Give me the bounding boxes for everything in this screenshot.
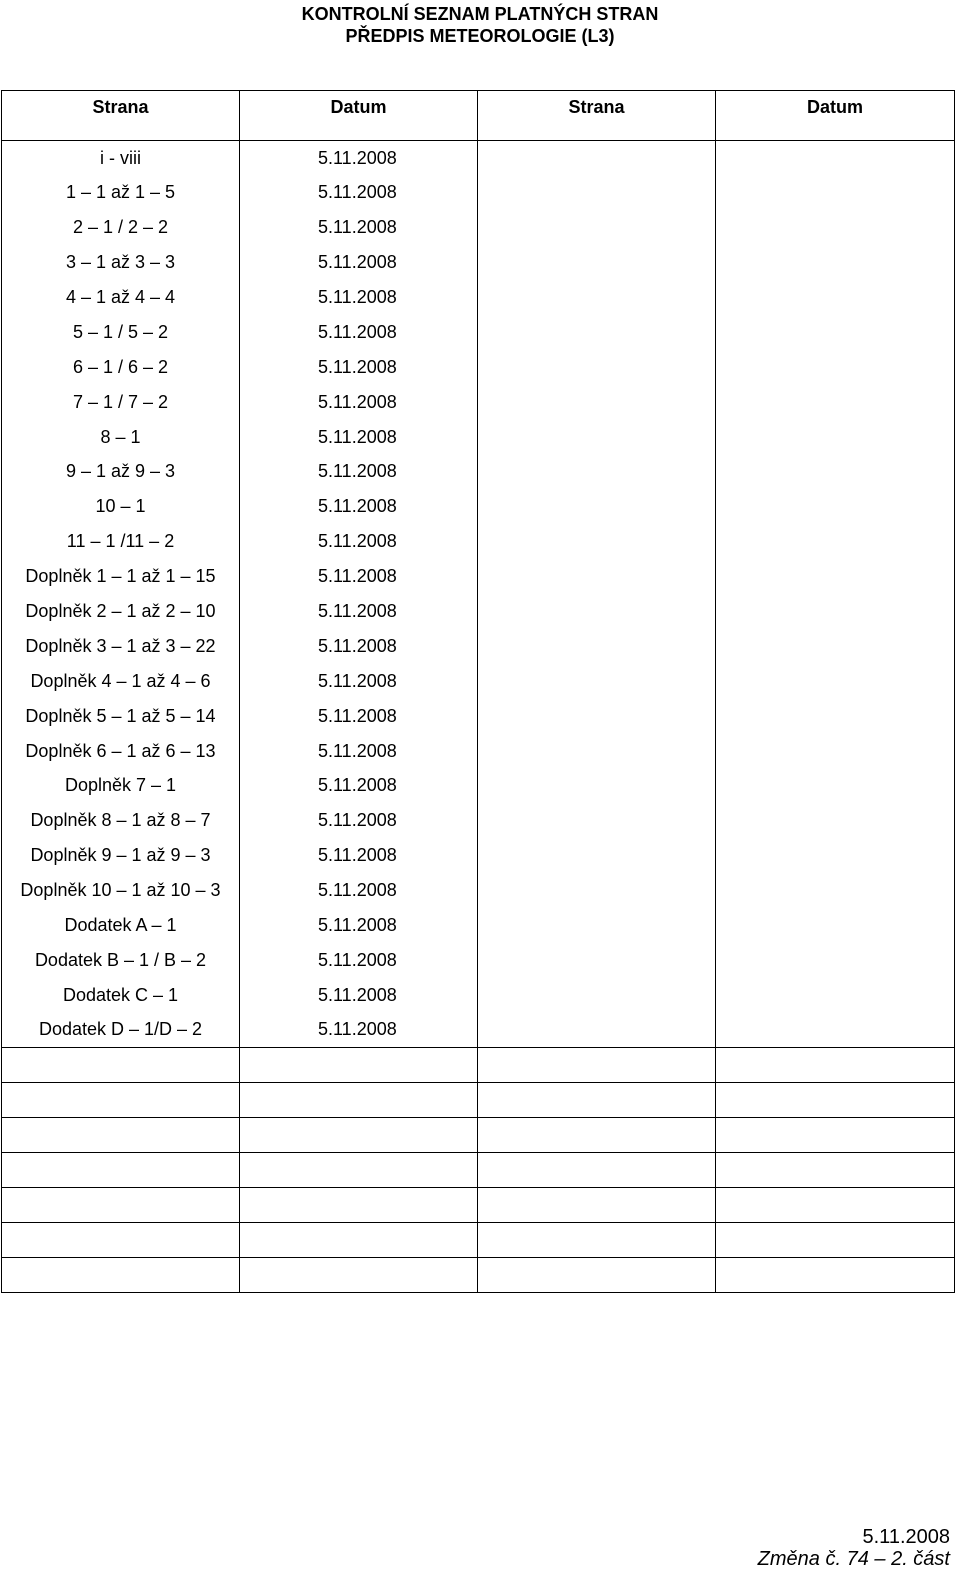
cell-datum: 5.11.2008: [240, 978, 478, 1013]
cell-datum-empty: [716, 769, 955, 804]
cell-strana: i - viii: [2, 141, 240, 176]
cell-strana: Doplněk 10 – 1 až 10 – 3: [2, 873, 240, 908]
cell-datum: 5.11.2008: [240, 315, 478, 350]
cell-strana-empty: [478, 978, 716, 1013]
empty-cell: [478, 1083, 716, 1118]
cell-datum: 5.11.2008: [240, 734, 478, 769]
cell-datum-empty: [716, 1013, 955, 1048]
cell-datum-empty: [716, 385, 955, 420]
cell-datum: 5.11.2008: [240, 873, 478, 908]
cell-strana-empty: [478, 908, 716, 943]
empty-table-row: [2, 1188, 955, 1223]
header-strana-1: Strana: [2, 91, 240, 141]
cell-strana: Doplněk 7 – 1: [2, 769, 240, 804]
cell-strana: 9 – 1 až 9 – 3: [2, 455, 240, 490]
cell-strana-empty: [478, 1013, 716, 1048]
cell-strana-empty: [478, 629, 716, 664]
cell-strana: 6 – 1 / 6 – 2: [2, 350, 240, 385]
empty-cell: [2, 1258, 240, 1293]
cell-datum-empty: [716, 734, 955, 769]
cell-strana: Dodatek C – 1: [2, 978, 240, 1013]
empty-cell: [2, 1118, 240, 1153]
empty-cell: [478, 1048, 716, 1083]
table-row: [2, 385, 955, 420]
cell-datum-empty: [716, 559, 955, 594]
table-row: [2, 350, 955, 385]
table-row: [2, 594, 955, 629]
table-row: [2, 455, 955, 490]
cell-datum-empty: [716, 838, 955, 873]
table-row: [2, 420, 955, 455]
cell-datum: 5.11.2008: [240, 210, 478, 245]
cell-datum: 5.11.2008: [240, 629, 478, 664]
cell-strana-empty: [478, 524, 716, 559]
empty-table-row: [2, 1048, 955, 1083]
cell-datum: 5.11.2008: [240, 664, 478, 699]
table-row: [2, 838, 955, 873]
cell-strana-empty: [478, 594, 716, 629]
cell-strana-empty: [478, 803, 716, 838]
cell-strana: Doplněk 9 – 1 až 9 – 3: [2, 838, 240, 873]
header-datum-1: Datum: [240, 91, 478, 141]
empty-cell: [716, 1083, 955, 1118]
cell-strana-empty: [478, 420, 716, 455]
cell-datum-empty: [716, 803, 955, 838]
empty-cell: [478, 1118, 716, 1153]
table-row: [2, 210, 955, 245]
cell-strana-empty: [478, 664, 716, 699]
table-row: [2, 664, 955, 699]
cell-strana: Doplněk 1 – 1 až 1 – 15: [2, 559, 240, 594]
cell-datum-empty: [716, 908, 955, 943]
cell-strana-empty: [478, 559, 716, 594]
cell-strana-empty: [478, 315, 716, 350]
cell-strana-empty: [478, 210, 716, 245]
table-row: [2, 873, 955, 908]
cell-strana: Doplněk 4 – 1 až 4 – 6: [2, 664, 240, 699]
empty-cell: [2, 1048, 240, 1083]
table-row: [2, 141, 955, 176]
empty-cell: [478, 1258, 716, 1293]
cell-datum-empty: [716, 210, 955, 245]
empty-cell: [2, 1083, 240, 1118]
cell-strana-empty: [478, 943, 716, 978]
cell-strana-empty: [478, 699, 716, 734]
table-row: [2, 315, 955, 350]
cell-datum: 5.11.2008: [240, 385, 478, 420]
valid-pages-table: [1, 90, 955, 1293]
cell-strana-empty: [478, 734, 716, 769]
table-row: [2, 559, 955, 594]
empty-cell: [478, 1153, 716, 1188]
cell-datum-empty: [716, 978, 955, 1013]
table-row: [2, 175, 955, 210]
header-strana-2: Strana: [478, 91, 716, 141]
cell-datum-empty: [716, 873, 955, 908]
cell-strana: 1 – 1 až 1 – 5: [2, 175, 240, 210]
cell-strana: Doplněk 5 – 1 až 5 – 14: [2, 699, 240, 734]
cell-strana: 5 – 1 / 5 – 2: [2, 315, 240, 350]
cell-datum-empty: [716, 455, 955, 490]
cell-datum: 5.11.2008: [240, 420, 478, 455]
cell-strana-empty: [478, 245, 716, 280]
empty-cell: [2, 1188, 240, 1223]
empty-cell: [240, 1118, 478, 1153]
cell-strana: 7 – 1 / 7 – 2: [2, 385, 240, 420]
footer-change-number: Změna č. 74 – 2. část: [757, 1548, 950, 1570]
cell-strana-empty: [478, 873, 716, 908]
cell-strana: 2 – 1 / 2 – 2: [2, 210, 240, 245]
empty-cell: [716, 1153, 955, 1188]
table-row: [2, 943, 955, 978]
empty-table-row: [2, 1153, 955, 1188]
table-row: [2, 803, 955, 838]
cell-datum: 5.11.2008: [240, 141, 478, 176]
cell-datum-empty: [716, 350, 955, 385]
cell-datum: 5.11.2008: [240, 769, 478, 804]
cell-datum-empty: [716, 141, 955, 176]
cell-strana-empty: [478, 385, 716, 420]
table-row: [2, 769, 955, 804]
empty-cell: [240, 1258, 478, 1293]
cell-datum: 5.11.2008: [240, 838, 478, 873]
cell-strana-empty: [478, 350, 716, 385]
cell-datum-empty: [716, 524, 955, 559]
cell-strana: Dodatek A – 1: [2, 908, 240, 943]
table-row: [2, 734, 955, 769]
empty-cell: [2, 1153, 240, 1188]
empty-table-row: [2, 1223, 955, 1258]
table-row: [2, 1013, 955, 1048]
cell-strana: Doplněk 6 – 1 až 6 – 13: [2, 734, 240, 769]
empty-cell: [2, 1223, 240, 1258]
cell-datum: 5.11.2008: [240, 524, 478, 559]
cell-datum-empty: [716, 664, 955, 699]
cell-datum: 5.11.2008: [240, 803, 478, 838]
empty-table-row: [2, 1258, 955, 1293]
empty-table-row: [2, 1083, 955, 1118]
empty-cell: [716, 1258, 955, 1293]
cell-datum-empty: [716, 629, 955, 664]
cell-strana-empty: [478, 489, 716, 524]
footer-date: 5.11.2008: [862, 1526, 950, 1548]
empty-cell: [240, 1188, 478, 1223]
table-row: [2, 280, 955, 315]
cell-strana-empty: [478, 455, 716, 490]
empty-cell: [240, 1223, 478, 1258]
cell-datum-empty: [716, 489, 955, 524]
header-datum-2: Datum: [716, 91, 955, 141]
cell-datum-empty: [716, 315, 955, 350]
cell-strana: 11 – 1 /11 – 2: [2, 524, 240, 559]
cell-datum-empty: [716, 420, 955, 455]
cell-strana: Doplněk 3 – 1 až 3 – 22: [2, 629, 240, 664]
empty-cell: [240, 1083, 478, 1118]
cell-datum: 5.11.2008: [240, 699, 478, 734]
cell-datum: 5.11.2008: [240, 559, 478, 594]
empty-cell: [478, 1188, 716, 1223]
empty-cell: [716, 1188, 955, 1223]
cell-strana-empty: [478, 280, 716, 315]
cell-datum: 5.11.2008: [240, 175, 478, 210]
cell-strana: 10 – 1: [2, 489, 240, 524]
cell-strana-empty: [478, 769, 716, 804]
cell-datum-empty: [716, 175, 955, 210]
cell-datum: 5.11.2008: [240, 350, 478, 385]
cell-strana: 4 – 1 až 4 – 4: [2, 280, 240, 315]
empty-cell: [240, 1153, 478, 1188]
document-title: KONTROLNÍ SEZNAM PLATNÝCH STRAN: [301, 4, 659, 24]
cell-strana-empty: [478, 141, 716, 176]
table-body: [2, 141, 955, 1293]
cell-datum-empty: [716, 943, 955, 978]
cell-datum: 5.11.2008: [240, 1013, 478, 1048]
cell-datum-empty: [716, 594, 955, 629]
cell-datum: 5.11.2008: [240, 594, 478, 629]
cell-strana-empty: [478, 838, 716, 873]
table-row: [2, 245, 955, 280]
table-header-row: [2, 91, 955, 141]
table-row: [2, 699, 955, 734]
cell-datum: 5.11.2008: [240, 489, 478, 524]
cell-datum-empty: [716, 699, 955, 734]
empty-cell: [240, 1048, 478, 1083]
cell-strana: Dodatek D – 1/D – 2: [2, 1013, 240, 1048]
table-row: [2, 629, 955, 664]
cell-datum: 5.11.2008: [240, 455, 478, 490]
cell-strana: Doplněk 2 – 1 až 2 – 10: [2, 594, 240, 629]
empty-cell: [478, 1223, 716, 1258]
empty-cell: [716, 1048, 955, 1083]
table-row: [2, 489, 955, 524]
empty-cell: [716, 1118, 955, 1153]
cell-strana-empty: [478, 175, 716, 210]
cell-strana: Dodatek B – 1 / B – 2: [2, 943, 240, 978]
empty-cell: [716, 1223, 955, 1258]
cell-datum-empty: [716, 280, 955, 315]
table-row: [2, 978, 955, 1013]
cell-datum: 5.11.2008: [240, 943, 478, 978]
cell-datum: 5.11.2008: [240, 245, 478, 280]
cell-strana: Doplněk 8 – 1 až 8 – 7: [2, 803, 240, 838]
table-row: [2, 524, 955, 559]
table-row: [2, 908, 955, 943]
empty-table-row: [2, 1118, 955, 1153]
cell-strana: 8 – 1: [2, 420, 240, 455]
document-subtitle: PŘEDPIS METEOROLOGIE (L3): [345, 26, 615, 46]
cell-datum: 5.11.2008: [240, 908, 478, 943]
cell-strana: 3 – 1 až 3 – 3: [2, 245, 240, 280]
cell-datum: 5.11.2008: [240, 280, 478, 315]
cell-datum-empty: [716, 245, 955, 280]
